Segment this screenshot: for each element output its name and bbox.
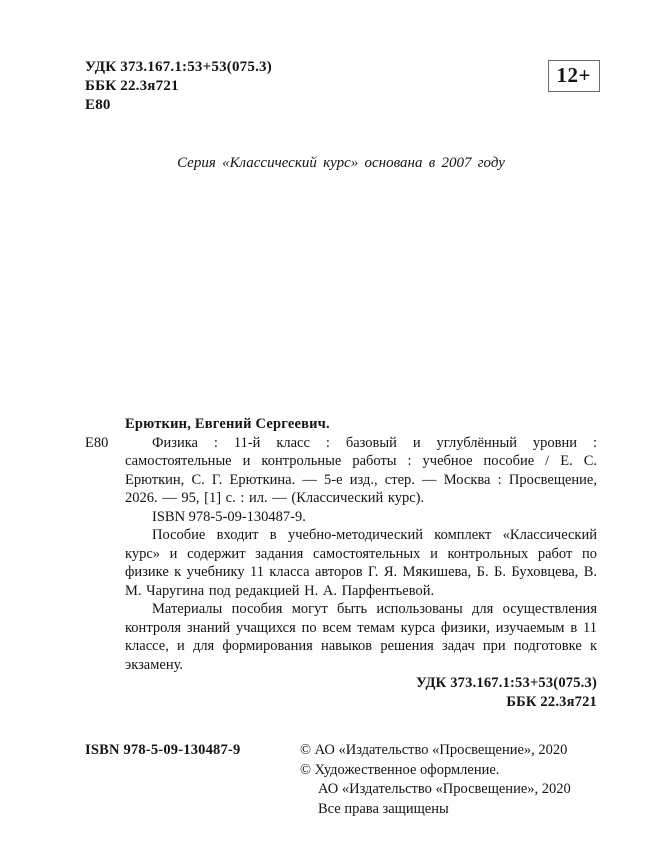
bbk-bottom: ББК 22.3я721 [506,693,597,710]
bibliographic-description: Физика : 11-й класс : базовый и углублённый уровни : самостоятельные и контрольные работы : учебное пособие / Е. С. Ерюткин, С. Г. Ерюткина. — 5-е изд., стер. — Москва : Просвещение, 2026. — 95, [1] с. : ил. — (Классический курс). [125,434,597,506]
footer-block [85,741,597,819]
copyright-rights-reserved: Все права защищены [318,800,449,817]
copyright-publisher: © АО «Издательство «Просвещение», 2020 [300,742,568,758]
series-line: Серия «Классический курс» основана в 2007 году [177,155,505,171]
udk-top: УДК 373.167.1:53+53(075.3) [85,59,272,75]
bbk-top: ББК 22.3я721 [85,78,179,94]
author-heading: Ерюткин, Евгений Сергеевич. [125,416,330,432]
annotation-paragraph-2: Материалы пособия могут быть использованы для осуществления контроля знаний учащихся по всем темам курса физики, изучаемым в 11 классе, и для формирования навыков решения задач при подготовке к экзамену. [125,601,597,673]
isbn-catalog-line: ISBN 978-5-09-130487-9. [152,508,306,525]
catalog-card [85,415,597,711]
annotation-paragraph-1: Пособие входит в учебно-методический комплект «Классический курс» и содержит задания самостоятельных и контрольных работ по физике к учебнику 11 класса авторов Г. Я. Мякишева, Б. Б. Буховцева, В. М. Чаругина под редакцией Н. А. Парфентьевой. [125,527,597,599]
classification-block [85,58,597,115]
udk-bottom: УДК 373.167.1:53+53(075.3) [416,675,597,691]
copyright-artwork: © Художественное оформление. [300,761,500,778]
isbn-footer: ISBN 978-5-09-130487-9 [85,742,241,758]
copyright-block [300,741,571,819]
copyright-publisher-repeat: АО «Издательство «Просвещение», 2020 [318,781,571,797]
author-sign-code: Е80 [85,97,111,113]
entry-code: Е80 [85,434,109,451]
age-rating-badge: 12+ [548,60,600,92]
